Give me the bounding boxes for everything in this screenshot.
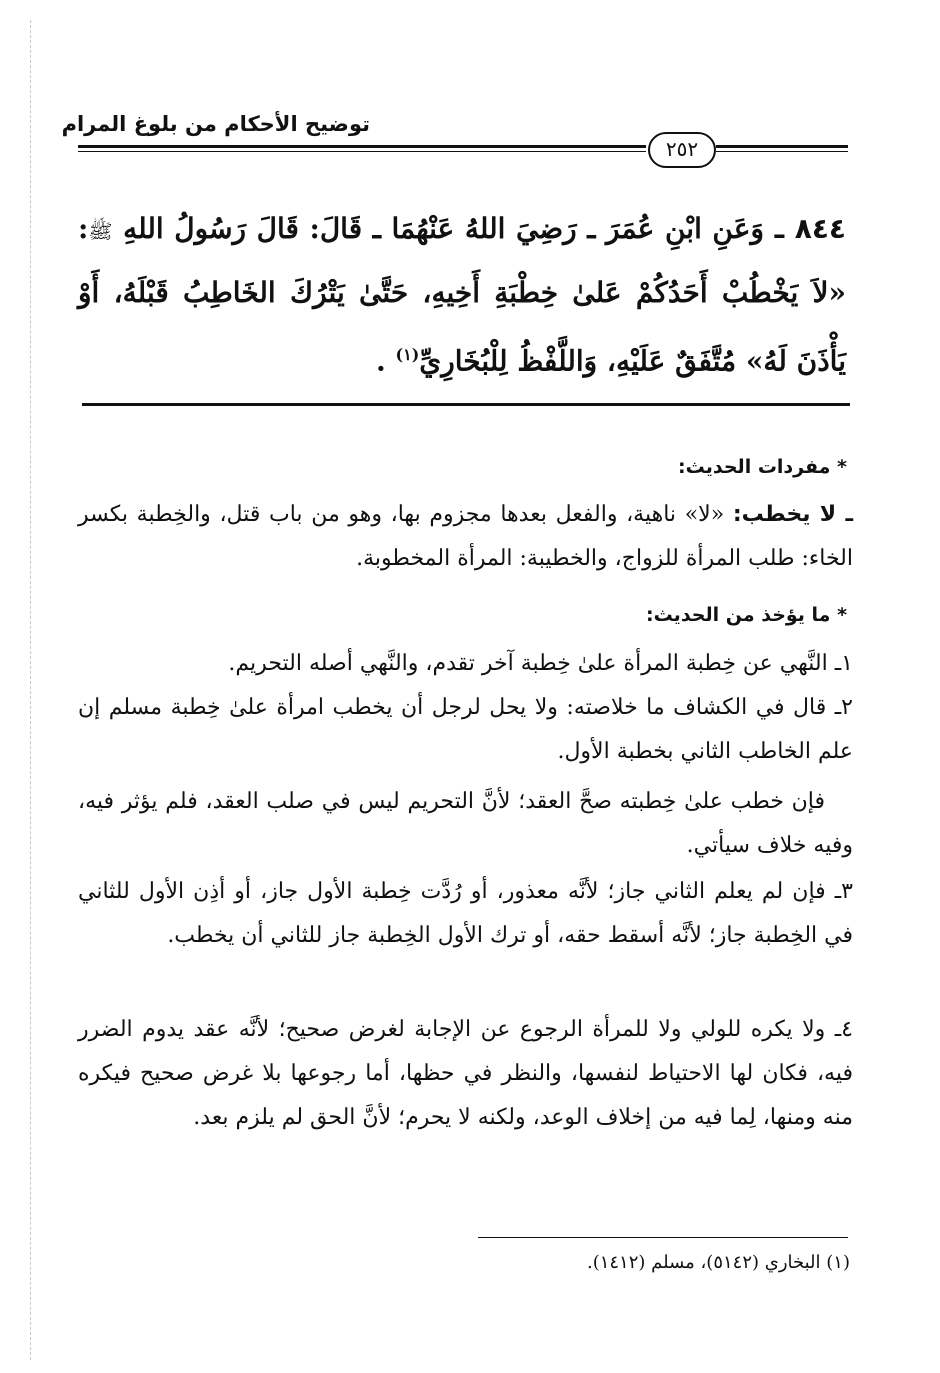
hadith-text	[78, 198, 846, 392]
footnote: (١) البخاري (٥١٤٢)، مسلم (١٤١٢).	[586, 1252, 850, 1273]
vocabulary-term: ـ لا يخطب:	[732, 502, 853, 527]
vocabulary-entry	[78, 493, 853, 581]
running-header-title: توضيح الأحكام من بلوغ المرام	[61, 112, 370, 136]
header-rule-left	[78, 145, 646, 148]
section-divider	[82, 403, 850, 406]
hadith-narration-body: : «لاَ يَخْطُبْ أَحَدُكُمْ عَلىٰ خِطْبَةِ أَخِيهِ، حَتَّىٰ يَتْرُكَ الخَاطِبُ قَبْلَهُ، أَوْ يَأْذَنَ لَهُ» مُتَّفَقٌ عَلَيْهِ، وَاللَّفْظُ لِلْبُخَارِيِّ	[78, 212, 846, 378]
lesson-item-4: ٤ـ ولا يكره للولي ولا للمرأة الرجوع عن الإجابة لغرض صحيح؛ لأنَّه عقد يدوم الضرر فيه، فكان لها الاحتياط لنفسها، والنظر في حظها، أما رجوعها بلا غرض صحيح فيكره منه ومنها، لِما فيه من إخلاف الوعد، ولكنه لا يحرم؛ لأنَّ الحق لم يلزم بعد.	[78, 1017, 853, 1130]
vocabulary-explanation: «لا» ناهية، والفعل بعدها مجزوم بها، وهو من باب قتل، والخِطبة بكسر الخاء: طلب المرأة للزواج، والخطيبة: المرأة المخطوبة.	[78, 502, 853, 571]
lessons-heading: * ما يؤخذ من الحديث:	[645, 604, 847, 626]
footnote-rule	[478, 1237, 848, 1238]
header-rule-left-thin	[78, 151, 646, 152]
prophet-honorific: ﷺ	[88, 219, 113, 243]
footnote-reference: (١)	[395, 345, 420, 364]
scan-edge-line	[30, 20, 32, 1360]
lesson-item-3: ٣ـ فإن لم يعلم الثاني جاز؛ لأنَّه معذور، أو رُدَّت خِطبة الأول جاز، أو أذِن الأول للثاني في الخِطبة جاز؛ لأنَّه أسقط حقه، أو ترك الأول الخِطبة جاز للثاني أن يخطب.	[78, 879, 853, 948]
page-number: ٢٥٢	[648, 132, 716, 168]
lesson-item-2: ٢ـ قال في الكشاف ما خلاصته: ولا يحل لرجل أن يخطب امرأة علىٰ خِطبة مسلم إن علم الخاطب الثاني بخطبة الأول.	[78, 695, 853, 764]
header-rule-right-thin	[716, 151, 848, 152]
hadith-narration-intro: وَعَنِ ابْنِ عُمَرَ ـ رَضِيَ اللهُ عَنْهُمَا ـ قَالَ: قَالَ رَسُولُ اللهِ	[123, 212, 764, 245]
lesson-item-2-continuation: فإن خطب علىٰ خِطبته صحَّ العقد؛ لأنَّ التحريم ليس في صلب العقد، فلم يؤثر فيه، وفيه خلاف سيأتي.	[78, 789, 853, 858]
hadith-end: .	[376, 344, 396, 378]
vocabulary-heading: * مفردات الحديث:	[678, 456, 847, 478]
header-rule-right	[716, 145, 848, 148]
hadith-number: ٨٤٤ ـ	[774, 212, 847, 245]
lesson-item-1: ١ـ النَّهي عن خِطبة المرأة علىٰ خِطبة آخر تقدم، والنَّهي أصله التحريم.	[228, 651, 853, 676]
